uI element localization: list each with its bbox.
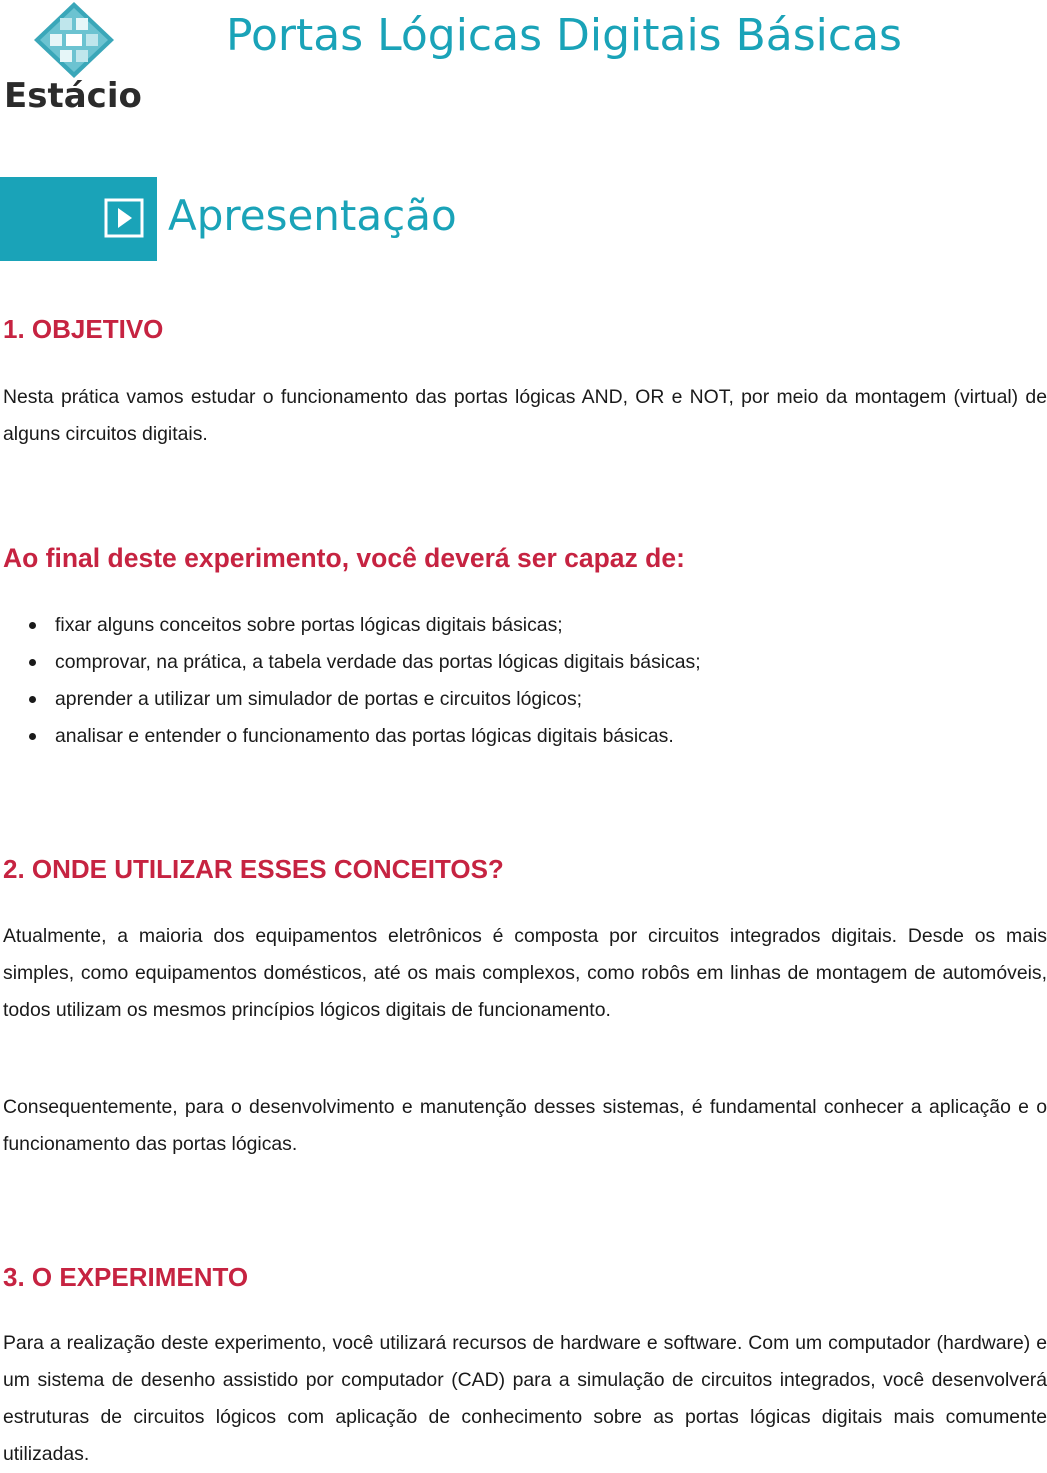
page-header xyxy=(0,0,1047,130)
list-item: analisar e entender o funcionamento das portas lógicas digitais básicas. xyxy=(27,718,701,755)
bullet-icon xyxy=(29,733,36,740)
paragraph-objetivo: Nesta prática vamos estudar o funcionamento das portas lógicas AND, OR e NOT, por meio da montagem (virtual) de alguns circuitos digitais. xyxy=(3,386,1047,445)
bullet-icon xyxy=(29,622,36,629)
list-item: fixar alguns conceitos sobre portas lógicas digitais básicas; xyxy=(27,607,701,644)
bullet-icon xyxy=(29,659,36,666)
paragraph-experimento: Para a realização deste experimento, você utilizará recursos de hardware e software. Com um computador (hardware) e um sistema de desenho assistido por computador (CAD) para a simulação de circuitos integrados, você desenvolverá estruturas de circuitos lógicos com aplicação de conhecimento sobre as portas lógicas digitais mais comumente utilizadas. xyxy=(3,1332,1047,1465)
diamond-logo-icon xyxy=(30,0,118,80)
list-item: comprovar, na prática, a tabela verdade das portas lógicas digitais básicas; xyxy=(27,644,701,681)
bullet-icon xyxy=(29,696,36,703)
heading-capaz: Ao final deste experimento, você deverá ser capaz de: xyxy=(3,543,685,573)
heading-onde: 2. ONDE UTILIZAR ESSES CONCEITOS? xyxy=(3,854,504,884)
objectives-list xyxy=(27,607,701,755)
heading-experimento: 3. O EXPERIMENTO xyxy=(3,1262,249,1292)
heading-objetivo: 1. OBJETIVO xyxy=(3,314,164,344)
paragraph-onde-2: Consequentemente, para o desenvolvimento e manutenção desses sistemas, é fundamental conhecer a aplicação e o funcionamento das portas lógicas. xyxy=(3,1096,1047,1155)
list-item: aprender a utilizar um simulador de portas e circuitos lógicos; xyxy=(27,681,701,718)
document-title: Portas Lógicas Digitais Básicas xyxy=(226,10,902,61)
logo-wordmark: Estácio xyxy=(4,76,142,116)
play-icon xyxy=(104,198,144,238)
paragraph-onde-1: Atualmente, a maioria dos equipamentos eletrônicos é composta por circuitos integrados digitais. Desde os mais simples, como equipamentos domésticos, até os mais complexos, como robôs em linhas de montagem de automóveis, todos utilizam os mesmos princípios lógicos digitais de funcionamento. xyxy=(3,925,1047,1021)
banner-title: Apresentação xyxy=(168,191,457,240)
section-banner xyxy=(0,177,1047,261)
banner-accent-bar xyxy=(0,177,157,261)
estacio-logo xyxy=(0,0,150,125)
